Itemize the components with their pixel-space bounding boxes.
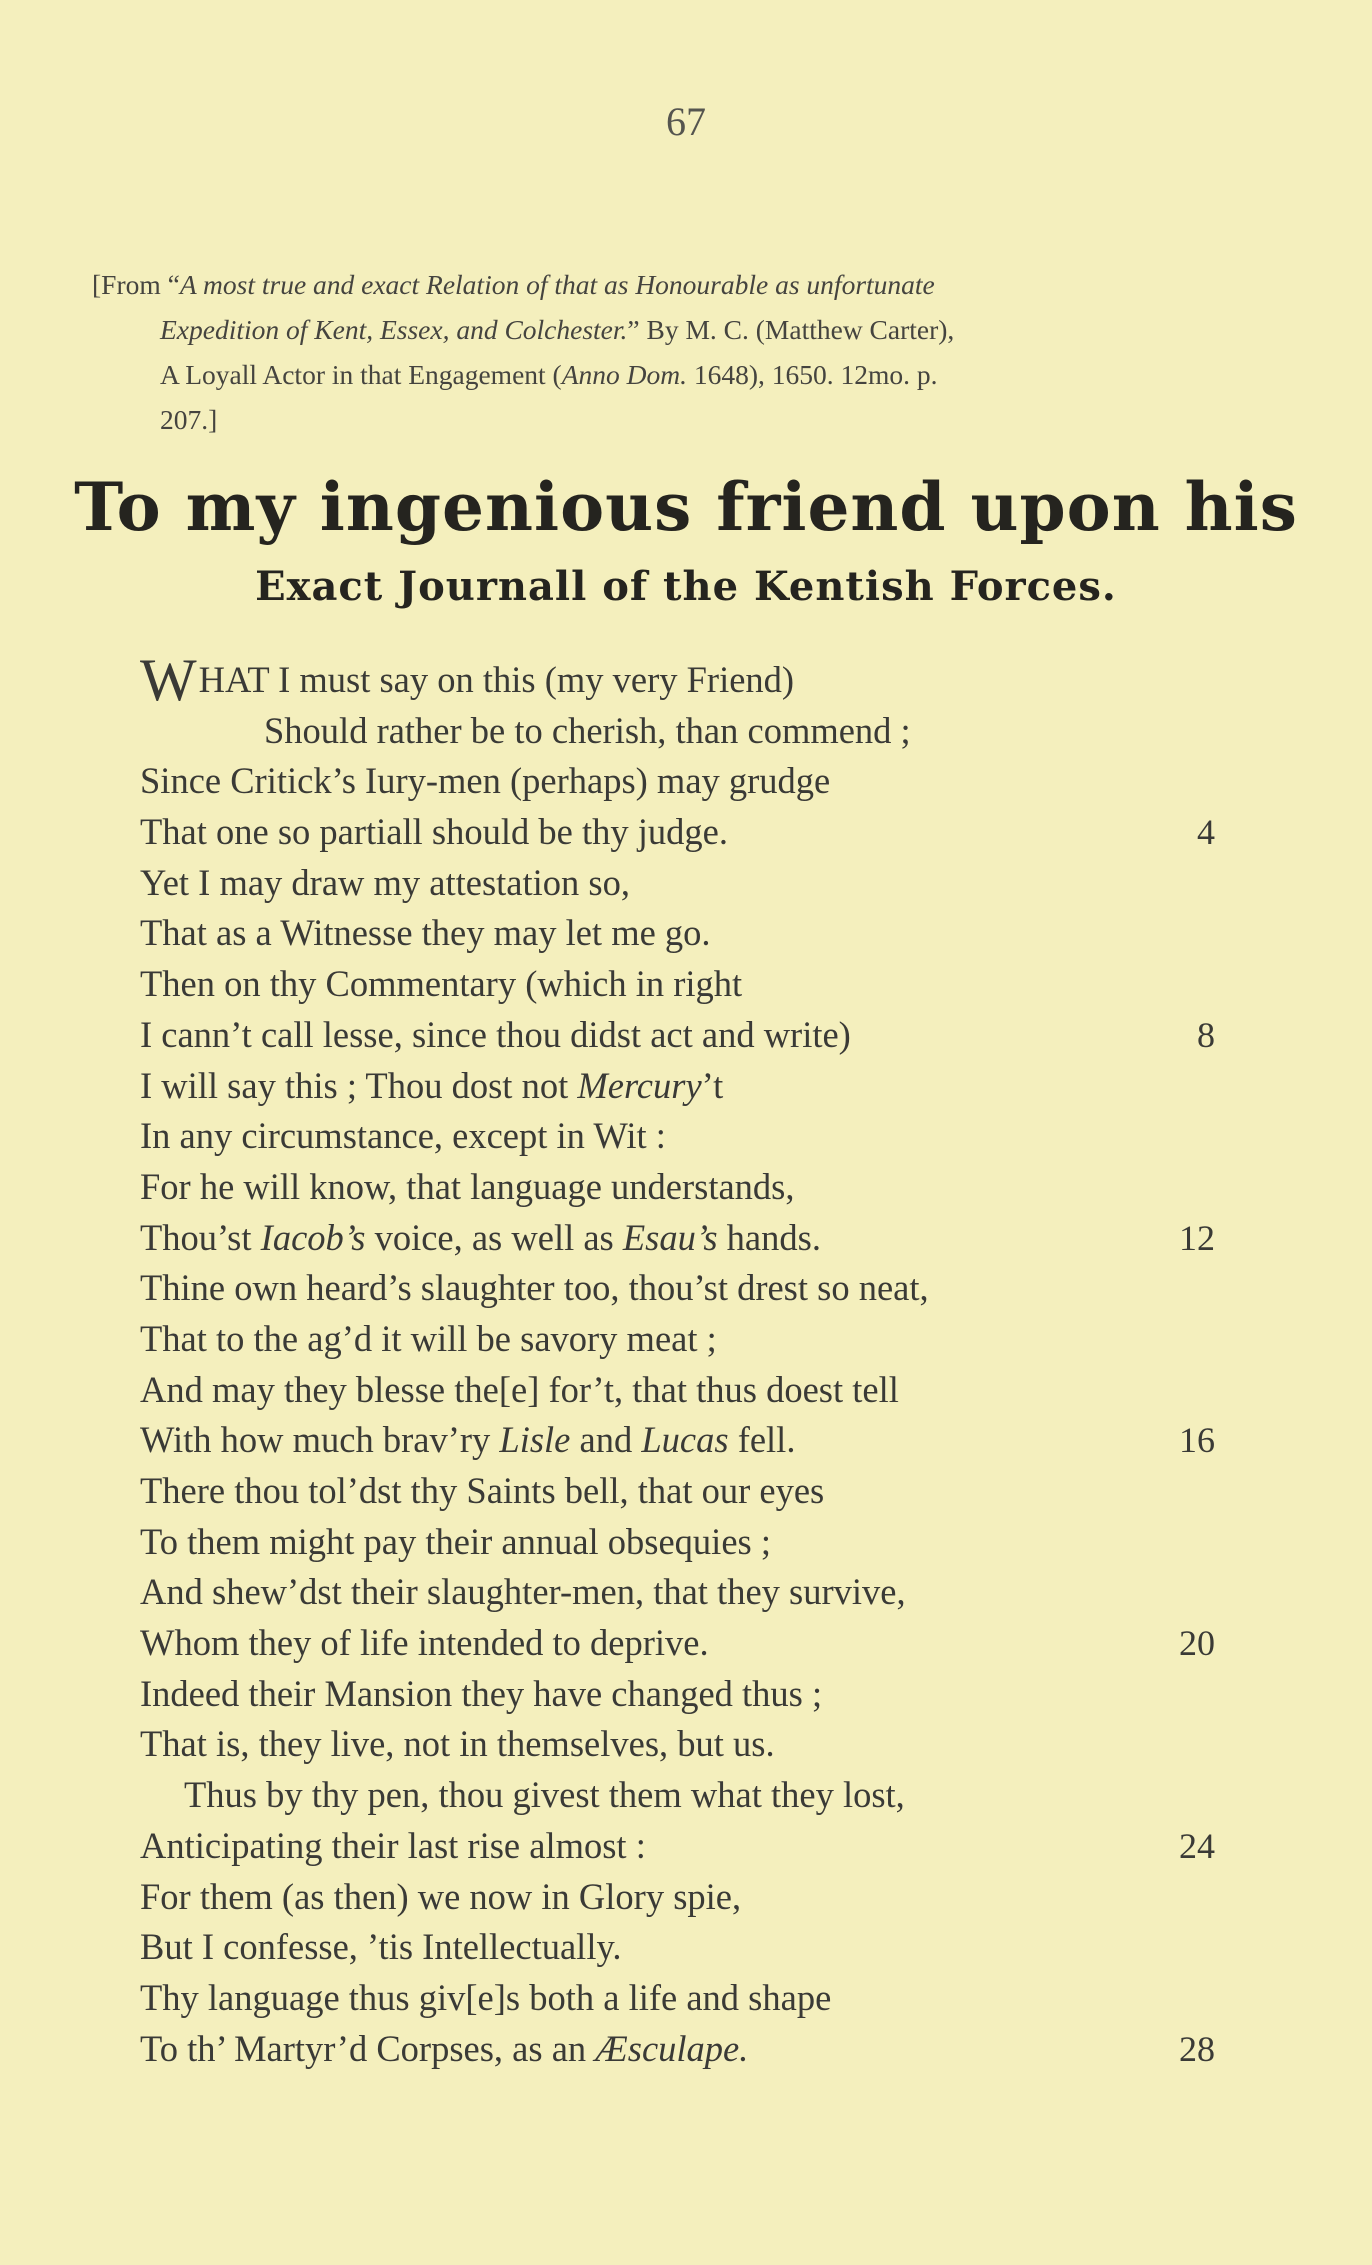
line-number: 24 (1179, 1825, 1215, 1866)
poem-line (140, 647, 1240, 713)
poem-line (140, 1466, 1240, 1517)
poem-line (140, 1365, 1240, 1416)
note-text: A Loyall Actor in that Engagement ( (160, 359, 562, 390)
poem-text: Thine own heard’s slaughter too, thou’st drest so neat, (140, 1267, 929, 1309)
poem-line (140, 1618, 1240, 1669)
note-text: ” By M. C. (Matthew Carter), (627, 314, 955, 345)
poem-text: hands. (717, 1216, 821, 1258)
poem-text: In any circumstance, except in Wit : (140, 1115, 666, 1157)
poem-text: And may they blesse the[e] for’t, that thus doest tell (140, 1368, 899, 1410)
source-note-line (92, 262, 1242, 307)
poem-text: fell. (728, 1419, 796, 1461)
poem-line (140, 756, 1240, 807)
poem-text: There thou tol’dst thy Saints bell, that our eyes (140, 1470, 825, 1511)
poem-text: Then on thy Commentary (which in right (140, 963, 743, 1005)
poem-line (140, 1973, 1240, 2024)
poem-line (140, 1213, 1240, 1264)
line-number: 20 (1179, 1623, 1215, 1664)
poem-text: Should rather be to cherish, than commend ; (264, 709, 911, 751)
poem-line (140, 1517, 1240, 1568)
poem-text: Thy language thus giv[e]s both a life and shape (140, 1976, 832, 2018)
poem-text: Yet I may draw my attestation so, (140, 861, 630, 903)
poem-text: And shew’dst their slaughter-men, that they survive, (140, 1571, 906, 1613)
poem-line (140, 1061, 1240, 1112)
source-note-line (92, 307, 1242, 352)
poem-text: That to the ag’d it will be savory meat ; (140, 1317, 717, 1359)
poem-line (140, 1010, 1240, 1061)
poem-italic-text: Lisle (499, 1419, 571, 1461)
poem-italic-text: Iacob’s (260, 1216, 366, 1258)
poem-text: Thou’st (140, 1216, 261, 1258)
poem-title: To my ingenious friend upon his (74, 468, 1298, 546)
poem-text: I will say this ; Thou dost not (140, 1064, 578, 1106)
drop-cap: W (140, 647, 197, 713)
poem (140, 647, 1240, 2074)
poem-italic-text: Esau’s (622, 1216, 718, 1258)
poem-line (140, 1872, 1240, 1923)
poem-text: HAT I must say on this (my very Friend) (198, 659, 795, 700)
poem-italic-text: Lucas (641, 1419, 729, 1461)
poem-line (140, 908, 1240, 959)
line-number: 4 (1197, 812, 1215, 853)
poem-text: That as a Witnesse they may let me go. (140, 912, 711, 954)
poem-text: I cann’t call lesse, since thou didst act and write) (140, 1013, 851, 1055)
poem-text: To th’ Martyr’d Corpses, as an (140, 2027, 596, 2069)
poem-text: ’t (701, 1064, 724, 1106)
poem-line (140, 1263, 1240, 1314)
line-number: 12 (1179, 1217, 1215, 1258)
poem-line (140, 1162, 1240, 1213)
note-italic-text: Anno Dom. (561, 359, 687, 390)
poem-text: But I confesse, ’tis Intellectually. (140, 1926, 622, 1968)
poem-text: Indeed their Mansion they have changed thus ; (140, 1672, 823, 1714)
source-note (92, 262, 1242, 442)
poem-line (140, 1415, 1240, 1466)
poem-line (140, 706, 1240, 757)
poem-line (140, 1770, 1240, 1821)
source-note-line: 207.] (160, 404, 218, 435)
source-note-line (92, 352, 1242, 397)
poem-text: That is, they live, not in themselves, but us. (140, 1723, 775, 1765)
line-number: 28 (1179, 2028, 1215, 2069)
poem-italic-text: Mercury (577, 1064, 702, 1106)
poem-line (140, 1314, 1240, 1365)
poem-italic-text: Æsculape. (595, 2027, 749, 2069)
line-number: 8 (1197, 1014, 1215, 1055)
poem-text: With how much brav’ry (140, 1419, 500, 1461)
line-number: 16 (1179, 1420, 1215, 1461)
poem-line (140, 1669, 1240, 1720)
note-italic-text: A most true and exact Relation of that as Honourable as unfortunate (179, 269, 935, 300)
note-italic-text: Expedition of Kent, Essex, and Colchester. (160, 314, 628, 345)
poem-text: Thus by thy pen, thou givest them what they lost, (184, 1774, 905, 1816)
poem-line (140, 1719, 1240, 1770)
poem-text: and (570, 1419, 642, 1461)
poem-text: To them might pay their annual obsequies ; (140, 1520, 771, 1562)
poem-text: For he will know, that language understands, (140, 1165, 795, 1207)
note-text: [From “ (92, 269, 180, 300)
poem-text: voice, as well as (365, 1216, 623, 1258)
poem-line (140, 1922, 1240, 1973)
poem-line (140, 1821, 1240, 1872)
poem-line (140, 959, 1240, 1010)
poem-line (140, 2024, 1240, 2075)
poem-text: Whom they of life intended to deprive. (140, 1622, 709, 1664)
poem-line (140, 1111, 1240, 1162)
poem-line (140, 807, 1240, 858)
poem-line (140, 1567, 1240, 1618)
note-text: 1648), 1650. 12mo. p. (687, 359, 938, 390)
page-number: 67 (666, 99, 706, 144)
poem-text: For them (as then) we now in Glory spie, (140, 1875, 742, 1917)
poem-line (140, 858, 1240, 909)
poem-text: That one so partiall should be thy judge. (140, 811, 728, 853)
poem-text: Since Critick’s Iury-men (perhaps) may grudge (140, 760, 831, 802)
poem-text: Anticipating their last rise almost : (140, 1824, 646, 1866)
poem-subtitle: Exact Journall of the Kentish Forces. (255, 563, 1117, 610)
